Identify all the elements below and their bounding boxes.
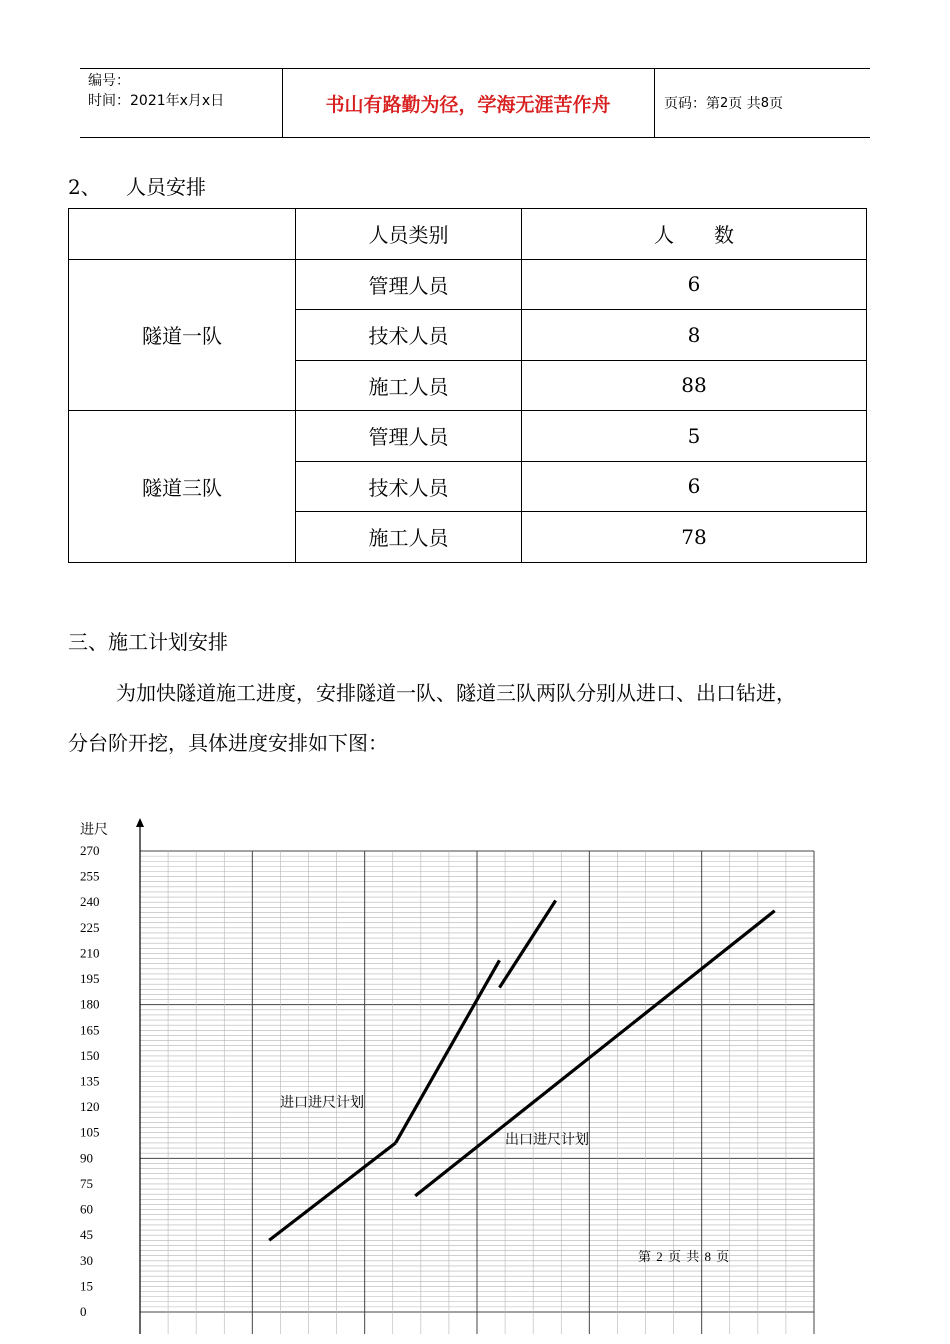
count-cell: 88 (522, 360, 867, 411)
table-row (69, 411, 867, 462)
page-num: 2 (720, 95, 729, 111)
y-tick-label: 180 (80, 996, 100, 1012)
role-cell: 管理人员 (296, 411, 522, 462)
code-label: 编号： (88, 73, 130, 89)
count-cell: 78 (522, 512, 867, 563)
y-tick-label: 0 (80, 1304, 87, 1319)
section3-title: 三、施工计划安排 (68, 630, 228, 654)
y-tick-label: 75 (80, 1175, 93, 1191)
header-page-number (664, 69, 783, 137)
header-motto: 书山有路勤为径，学海无涯苦作舟 (325, 93, 611, 116)
annotation-exit: 出口进尺计划 (505, 1132, 589, 1148)
y-tick-label: 150 (80, 1047, 100, 1063)
y-tick-label: 240 (80, 894, 100, 910)
y-tick-label: 165 (80, 1022, 100, 1038)
y-tick-label: 225 (80, 919, 100, 935)
table-header-cell: 人员类别 (296, 209, 522, 260)
y-axis-arrow-icon (136, 818, 144, 827)
role-cell: 管理人员 (296, 259, 522, 310)
paragraph-line: 分台阶开挖，具体进度安排如下图： (68, 731, 388, 755)
paragraph-line: 为加快隧道施工进度，安排隧道一队、隧道三队两队分别从进口、出口钻进， (116, 681, 796, 705)
y-tick-label: 135 (80, 1073, 100, 1089)
y-tick-label: 255 (80, 868, 100, 884)
header-meta (88, 71, 224, 111)
page-mid: 页 共 (728, 96, 761, 112)
table-header-cell: 人 数 (522, 209, 867, 260)
series-entrance-segment (396, 960, 500, 1143)
staff-table (68, 208, 867, 563)
role-cell: 施工人员 (296, 512, 522, 563)
table-header-row (69, 209, 867, 260)
count-cell: 8 (522, 310, 867, 361)
y-tick-label: 270 (80, 843, 100, 858)
series-entrance-segment (499, 901, 555, 988)
page-footer: 第 2 页 共 8 页 (638, 1249, 731, 1264)
count-cell: 5 (522, 411, 867, 462)
y-axis-label: 进尺 (80, 822, 108, 838)
y-tick-label: 210 (80, 945, 100, 961)
role-cell: 施工人员 (296, 360, 522, 411)
table-row (69, 259, 867, 310)
annotation-entrance: 进口进尺计划 (280, 1095, 364, 1111)
team-cell: 隧道一队 (69, 259, 296, 411)
role-cell: 技术人员 (296, 461, 522, 512)
y-tick-labels (80, 843, 100, 1319)
page-total: 8 (760, 95, 770, 111)
y-tick-label: 45 (80, 1227, 93, 1243)
progress-chart (0, 800, 950, 1344)
page-prefix: 页码：第 (664, 96, 720, 112)
y-tick-label: 195 (80, 971, 100, 987)
count-cell: 6 (522, 461, 867, 512)
section-title: 人员安排 (126, 175, 206, 199)
y-tick-label: 90 (80, 1150, 93, 1166)
y-tick-label: 120 (80, 1099, 100, 1115)
series-entrance-segment (269, 1143, 395, 1240)
y-tick-label: 105 (80, 1124, 100, 1140)
y-tick-label: 15 (80, 1278, 93, 1294)
team-cell: 隧道三队 (69, 411, 296, 563)
role-cell: 技术人员 (296, 310, 522, 361)
date-label: 时间：2021年x月x日 (88, 93, 225, 109)
table-header-cell (69, 209, 296, 260)
y-tick-label: 60 (80, 1201, 93, 1217)
y-tick-label: 30 (80, 1252, 93, 1268)
header-divider (654, 69, 655, 137)
page-suffix: 页 (769, 96, 784, 112)
section-number: 2、 (68, 175, 101, 199)
count-cell: 6 (522, 259, 867, 310)
page-header (80, 68, 870, 138)
